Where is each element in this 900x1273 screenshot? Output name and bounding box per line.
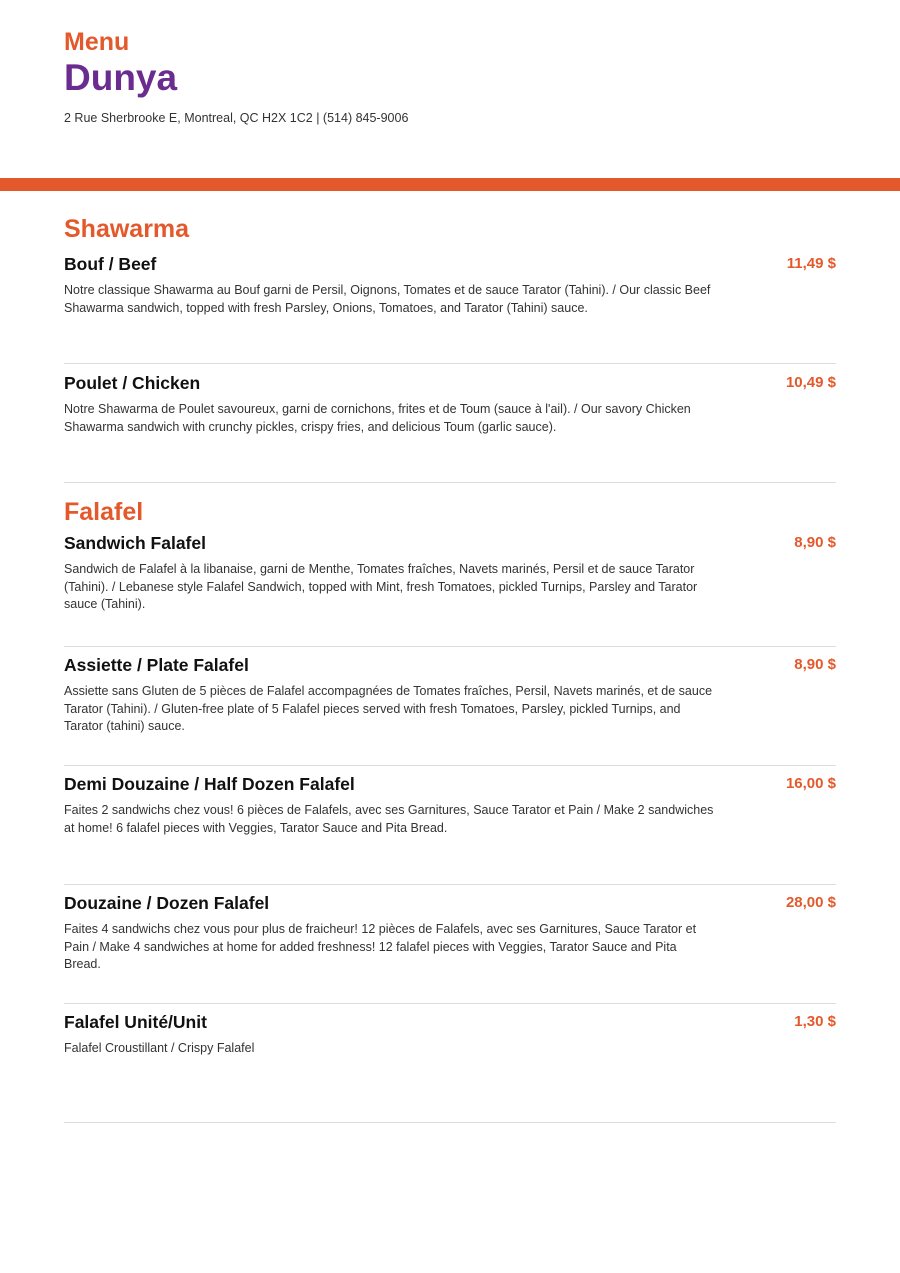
menu-item: [64, 364, 836, 483]
menu-header: [64, 27, 836, 126]
restaurant-name: Dunya: [64, 57, 178, 98]
menu-item: [64, 647, 836, 766]
menu-content: [64, 214, 836, 1123]
item-name: Falafel Unité/Unit: [64, 1012, 207, 1032]
menu-item: [64, 527, 836, 647]
item-name: Poulet / Chicken: [64, 373, 201, 393]
item-description: Sandwich de Falafel à la libanaise, garni de Menthe, Tomates fraîches, Navets marinés, Persil et de sauce Tarator (Tahini). / Lebanese style Falafel Sandwich, topped with Mint, fresh Tomatoes, pickled Turnips, Parsley and Tarator sauce (Tahini).: [64, 562, 698, 611]
menu-label: Menu: [64, 28, 130, 56]
item-description: Faites 2 sandwichs chez vous! 6 pièces de Falafels, avec ses Garnitures, Sauce Tarator et Pain / Make 2 sandwiches at home! 6 falafel pieces with Veggies, Tarator Sauce and Pita Bread.: [64, 803, 714, 835]
menu-item: [64, 766, 836, 885]
item-price: 8,90 $: [794, 656, 836, 673]
menu-item: [64, 885, 836, 1004]
item-description: Faites 4 sandwichs chez vous pour plus de fraicheur! 12 pièces de Falafels, avec ses Garnitures, Sauce Tarator et Pain / Make 4 sandwiches at home for added freshness! 12 falafel pieces with Veggies, Tarator Sauce and Pita Bread.: [64, 922, 697, 971]
item-name: Assiette / Plate Falafel: [64, 655, 249, 675]
item-description: Notre classique Shawarma au Bouf garni de Persil, Oignons, Tomates et de sauce Tarator (Tahini). / Our classic Beef Shawarma sandwich, topped with fresh Parsley, Onions, Tomatoes, and Tarator (Tahini) sauce.: [64, 283, 711, 315]
menu-section-falafel: [64, 497, 836, 1123]
item-description: Notre Shawarma de Poulet savoureux, garni de cornichons, frites et de Toum (sauce à l'ail). / Our savory Chicken Shawarma sandwich with crunchy pickles, crispy fries, and delicious Toum (garlic sauce).: [64, 402, 691, 434]
section-title: Shawarma: [64, 215, 190, 243]
item-name: Sandwich Falafel: [64, 533, 206, 553]
item-price: 11,49 $: [786, 255, 836, 272]
item-name: Demi Douzaine / Half Dozen Falafel: [64, 774, 355, 794]
item-description: Assiette sans Gluten de 5 pièces de Falafel accompagnées de Tomates fraîches, Persil, Navets marinés, et de sauce Tarator (Tahini). / Gluten-free plate of 5 Falafel pieces served with fresh Tomatoes, Parsley, pickled Turnips, and Tarator (tahini) sauce.: [64, 684, 713, 733]
item-name: Douzaine / Dozen Falafel: [64, 893, 270, 913]
section-title: Falafel: [64, 498, 144, 526]
item-price: 10,49 $: [785, 374, 836, 391]
item-price: 28,00 $: [785, 894, 836, 911]
item-name: Bouf / Beef: [64, 254, 157, 274]
item-description: Falafel Croustillant / Crispy Falafel: [64, 1041, 255, 1055]
item-price: 1,30 $: [794, 1013, 836, 1030]
menu-item: [64, 1004, 836, 1123]
header-divider-bar: [0, 178, 900, 191]
item-price: 16,00 $: [785, 775, 836, 792]
restaurant-address: 2 Rue Sherbrooke E, Montreal, QC H2X 1C2 | (514) 845-9006: [64, 111, 409, 125]
menu-item: [64, 244, 836, 364]
item-price: 8,90 $: [794, 534, 836, 551]
menu-section-shawarma: [64, 214, 836, 483]
